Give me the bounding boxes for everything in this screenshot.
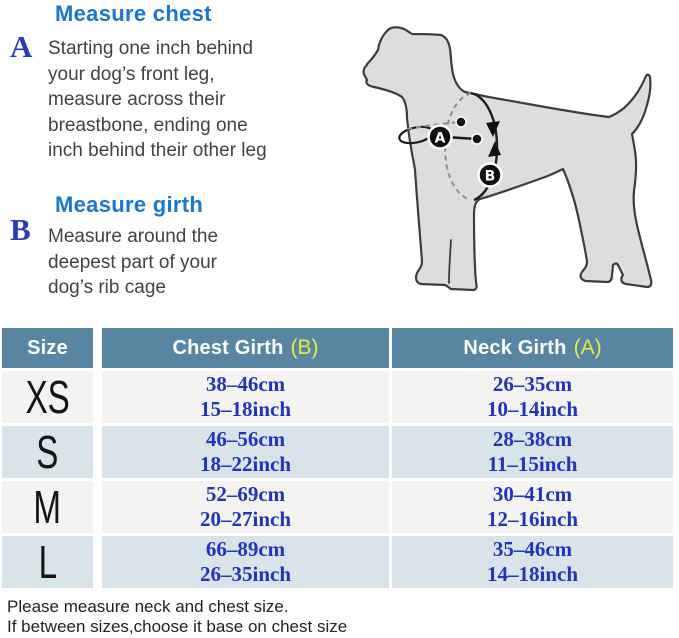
size-label: L <box>38 536 57 588</box>
table-row-m <box>2 481 673 533</box>
header-chest-girth: Chest Girth (B) <box>102 328 389 368</box>
chest-girth-value: 66–89cm 26–35inch <box>102 536 389 588</box>
measure-chest-heading: Measure chest <box>55 1 212 26</box>
header-neck-girth: Neck Girth (A) <box>392 328 673 368</box>
dog-silhouette-illustration <box>364 27 652 290</box>
measure-girth-instructions: Measure around the deepest part of your dog’s rib cage <box>48 226 219 298</box>
chest-line-endpoint-dot <box>472 134 482 144</box>
neck-line-endpoint-dot <box>456 117 466 127</box>
neck-girth-value: 35–46cm 14–18inch <box>392 536 673 588</box>
neck-girth-value: 28–38cm 11–15inch <box>392 426 673 478</box>
size-label: S <box>36 426 59 478</box>
neck-girth-value: 26–35cm 10–14inch <box>392 371 673 423</box>
chest-girth-value: 38–46cm 15–18inch <box>102 371 389 423</box>
marker-letter-b: B <box>10 212 31 247</box>
size-label: XS <box>25 371 70 423</box>
measure-chest-instructions: Starting one inch behind your dog’s front leg, measure across their breastbone, ending one inch behind their other leg <box>48 38 267 161</box>
neck-girth-value: 30–41cm 12–16inch <box>392 481 673 533</box>
marker-b-badge-label: B <box>484 168 496 185</box>
dog-measurement-diagram <box>335 5 679 315</box>
size-table <box>2 328 673 591</box>
table-row-s <box>2 426 673 478</box>
header-size: Size <box>2 328 93 368</box>
table-row-l <box>2 536 673 588</box>
table-row-xs <box>2 371 673 423</box>
marker-a-badge-label: A <box>434 130 446 147</box>
size-table-header-row <box>2 328 673 368</box>
neck-girth-marker-tag: (A) <box>573 336 602 359</box>
chest-girth-value: 46–56cm 18–22inch <box>102 426 389 478</box>
chest-girth-marker-tag: (B) <box>290 336 319 359</box>
chest-girth-value: 52–69cm 20–27inch <box>102 481 389 533</box>
size-label: M <box>33 481 62 533</box>
footer-note: Please measure neck and chest size. If between sizes,choose it base on chest size <box>7 597 348 636</box>
marker-letter-a: A <box>10 29 33 64</box>
measure-girth-heading: Measure girth <box>55 192 204 217</box>
